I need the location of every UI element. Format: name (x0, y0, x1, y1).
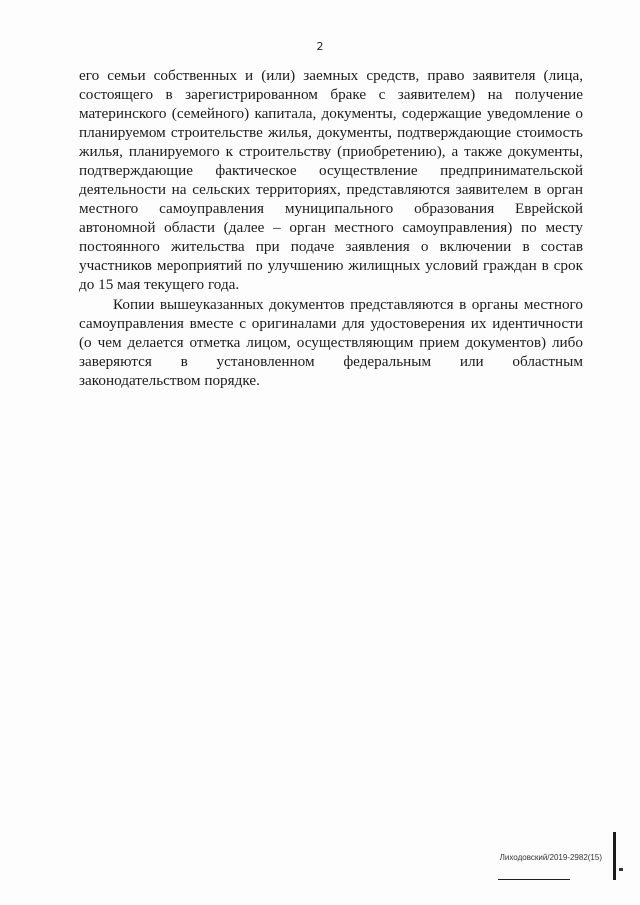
scan-edge-dot (619, 868, 623, 871)
document-code: Лиходовский/2019-2982(15) (499, 853, 602, 862)
paragraph-continuation: его семьи собственных и (или) заемных средств, право заявителя (лица, состоящего в зарегистрированном браке с заявителем) на получение материнского (семейного) капитала, документы, содержащие уведомление о планируемом строительстве жилья, документы, подтверждающие стоимость жилья, планируемого к строительству (приобретению), а также документы, подтверждающие фактическое осуществление предпринимательской деятельности на сельских территориях, представляются заявителем в орган местного самоуправления муниципального образования Еврейской автономной области (далее – орган местного самоуправления) по месту постоянного жительства при подаче заявления о включении в состав участников мероприятий по улучшению жилищных условий граждан в срок до 15 мая текущего года. (79, 67, 583, 293)
scan-edge-mark (613, 832, 616, 880)
footer-rule (498, 879, 570, 880)
page-number: 2 (316, 40, 324, 53)
document-body (79, 66, 583, 390)
paragraph-copies: Копии вышеуказанных документов представляются в органы местного самоуправления вместе с оригиналами для удостоверения их идентичности (о чем делается отметка лицом, осуществляющим прием документов) либо заверяются в установленном федеральным или областным законодательством порядке. (79, 296, 583, 389)
